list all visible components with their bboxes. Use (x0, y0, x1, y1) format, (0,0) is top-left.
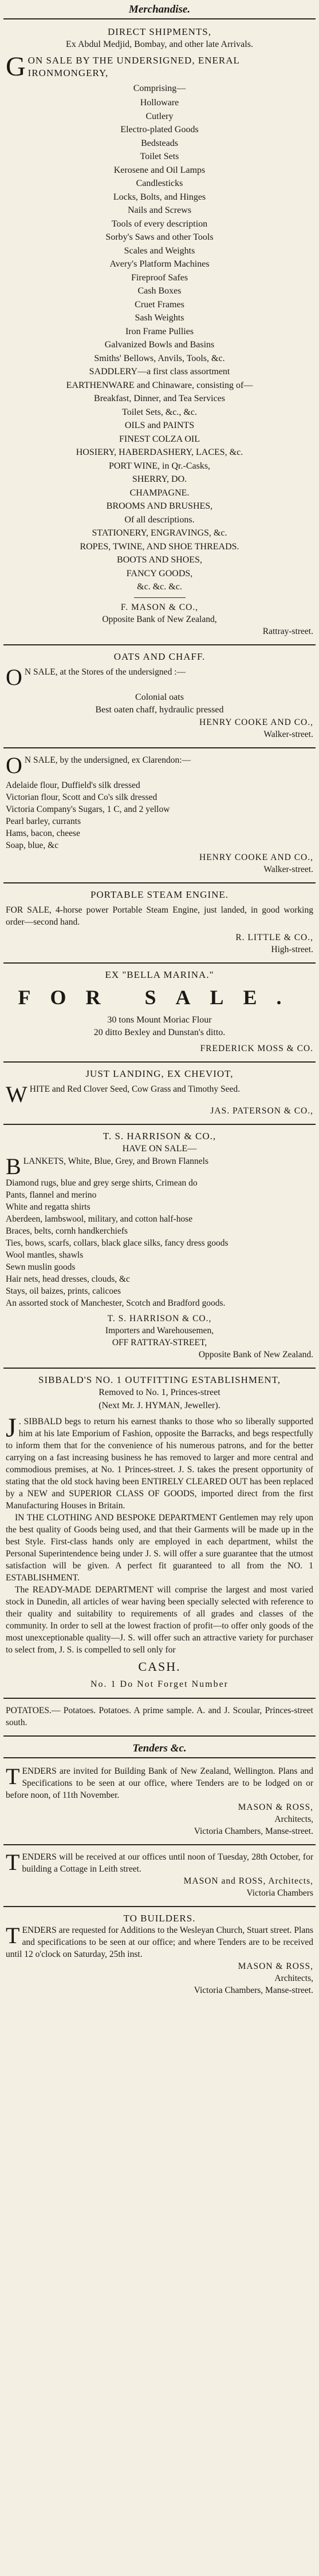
ad-sibbald-outfitting (3, 1369, 316, 1699)
ad-title: TO BUILDERS. (123, 1912, 196, 1924)
goods-list (6, 1177, 313, 1309)
ad-signature (6, 851, 313, 875)
ad-footer: No. 1 Do Not Forget Number (90, 1679, 229, 1689)
ad-oats-chaff (3, 645, 316, 748)
list-item: Scales and Weights (124, 245, 195, 256)
ad-body (6, 1851, 313, 1875)
list-item: Toilet Sets (140, 152, 179, 161)
section-heading-tenders: Tenders &c. (3, 1739, 316, 1758)
signature-role: Importers and Warehousemen, (105, 1325, 214, 1335)
comprising-label: Comprising— (133, 84, 186, 93)
ad-big-text: FOR SALE. (18, 985, 301, 1009)
signature-street: OFF RATTRAY-STREET, (112, 1337, 207, 1348)
signature-street: Walker-street. (263, 864, 313, 874)
ad-body (6, 666, 313, 688)
list-item: Nails and Screws (127, 205, 192, 215)
signature-name: HENRY COOKE AND CO., (199, 717, 313, 727)
list-item: Colonial oats (135, 692, 184, 702)
list-item: Wool mantles, shawls (6, 1250, 84, 1260)
list-item: Bedsteads (141, 138, 178, 148)
list-item: Toilet Sets, &c., &c. (122, 407, 197, 417)
goods-list (6, 779, 313, 851)
list-item: Holloware (140, 98, 179, 108)
list-item: FINEST COLZA OIL (119, 434, 200, 444)
list-item: Cash Boxes (137, 286, 182, 296)
ad-text: FOR SALE, 4-horse power Portable Steam Engine, just landed, in good working order—second hand. (6, 905, 313, 927)
ad-title: T. S. HARRISON & CO., (103, 1130, 216, 1142)
ad-subtitle: HAVE ON SALE— (122, 1143, 197, 1154)
list-item: ROPES, TWINE, AND SHOE THREADS. (80, 541, 239, 552)
signature-name: T. S. HARRISON & CO., (107, 1313, 212, 1323)
list-item: CHAMPAGNE. (129, 488, 190, 498)
ad-text: POTATOES.— Potatoes. Potatoes. A prime sample. A. and J. Scoular, Princes-street south. (6, 1705, 313, 1727)
list-item: Aberdeen, lambswool, military, and cotton half-hose (6, 1214, 193, 1224)
ad-body (6, 1155, 313, 1177)
signature-name: R. LITTLE & CO., (235, 932, 313, 942)
list-item: Victoria Company's Sugars, 1 C, and 2 yellow (6, 804, 170, 814)
ad-text: N SALE, at the Stores of the undersigned :— (24, 667, 186, 677)
signature-address: Opposite Bank of New Zealand. (198, 1349, 313, 1360)
goods-list (6, 691, 313, 716)
list-item: Hair nets, head dresses, clouds, &c (6, 1274, 130, 1284)
ad-title: JUST LANDING, EX CHEVIOT, (85, 1068, 234, 1079)
ad-title: OATS AND CHAFF. (113, 651, 206, 662)
ad-text: N SALE, by the undersigned, ex Clarendon:— (24, 755, 191, 765)
list-item: &c. &c. &c. (137, 582, 182, 592)
ad-removed: Removed to No. 1, Princes-street (99, 1387, 220, 1397)
ad-steam-engine (3, 883, 316, 964)
signature-name: HENRY COOKE AND CO., (199, 852, 313, 862)
list-item: FANCY GOODS, (126, 568, 193, 578)
list-item: Sash Weights (135, 313, 184, 323)
ad-text: ENDERS are invited for Building Bank of New Zealand, Wellington. Plans and Specifications to be seen at our office, where Tenders are to be lodged on or before noon, of 11th November. (6, 1766, 313, 1800)
signature-street: Rattray-street. (262, 626, 313, 636)
ad-tender-bank (3, 1759, 316, 1845)
list-item: PORT WINE, in Qr.-Casks, (108, 461, 211, 471)
signature-role: Architects, (274, 1814, 313, 1824)
ad-tender-builders (3, 1907, 316, 2003)
list-item: Ties, bows, scarfs, collars, black glace silks, fancy dress goods (6, 1238, 229, 1248)
list-item: Stays, oil baizes, prints, calicoes (6, 1286, 121, 1296)
ad-body (6, 1924, 313, 1960)
list-item: Breakfast, Dinner, and Tea Services (94, 394, 225, 403)
drop-cap: J (6, 1415, 17, 1443)
ad-title: EX "BELLA MARINA." (105, 969, 214, 980)
ad-signature (6, 1313, 313, 1361)
signature-name: FREDERICK MOSS & CO. (200, 1043, 313, 1053)
list-item: SHERRY, DO. (132, 474, 187, 484)
goods-list (6, 1014, 313, 1039)
drop-cap: O (6, 665, 22, 688)
ad-signature (6, 716, 313, 740)
ad-potatoes (3, 1699, 316, 1737)
ad-body (6, 1765, 313, 1801)
list-item: Cutlery (145, 111, 174, 121)
signature-street: Walker-street. (263, 729, 313, 739)
list-item: SADDLERY—a first class assortment (89, 367, 230, 377)
drop-cap: T (6, 1765, 20, 1789)
drop-cap: G (6, 54, 26, 80)
list-item: Avery's Platform Machines (109, 259, 210, 269)
signature-street: High-street. (271, 944, 313, 954)
signature-address: Victoria Chambers, Manse-street. (194, 1985, 313, 1995)
list-item: Candlesticks (136, 179, 183, 188)
ad-cash: CASH. (138, 1659, 181, 1674)
signature-role: Architects, (274, 1973, 313, 1983)
list-item: Of all descriptions. (124, 514, 195, 525)
list-item: Sorby's Saws and other Tools (105, 232, 214, 242)
list-item: EARTHENWARE and Chinaware, consisting of— (66, 380, 253, 390)
list-item: Cruet Frames (135, 299, 184, 310)
list-item: Pants, flannel and merino (6, 1190, 97, 1200)
list-item: BROOMS AND BRUSHES, (106, 501, 213, 511)
list-item: Locks, Bolts, and Hinges (113, 192, 206, 202)
ad-next: (Next Mr. J. HYMAN, Jeweller). (99, 1400, 220, 1410)
ad-signature (6, 932, 313, 956)
list-item: HOSIERY, HABERDASHERY, LACES, &c. (76, 447, 243, 457)
ad-body (6, 1083, 313, 1105)
list-item: Adelaide flour, Duffield's silk dressed (6, 780, 140, 790)
list-item: White and regatta shirts (6, 1202, 90, 1212)
ad-text: ENDERS are requested for Additions to the Wesleyan Church, Stuart street. Plans and specifications to be seen at our office; and where Tenders are to be received until 12 o'clock on Saturday, 25th inst. (6, 1925, 313, 1959)
ad-intro (6, 54, 313, 80)
list-item: Best oaten chaff, hydraulic pressed (95, 704, 224, 715)
drop-cap: B (6, 1155, 21, 1177)
divider (134, 597, 186, 598)
ad-signature (6, 601, 313, 637)
ad-text: HITE and Red Clover Seed, Cow Grass and Timothy Seed. (29, 1084, 240, 1094)
ad-body (6, 1416, 313, 1512)
goods-list (6, 96, 313, 594)
list-item: Iron Frame Pullies (125, 326, 194, 336)
list-item: STATIONERY, ENGRAVINGS, &c. (92, 528, 227, 538)
signature-address: Victoria Chambers, Manse-street. (194, 1826, 313, 1836)
ad-signature (6, 1801, 313, 1837)
list-item: BOOTS AND SHOES, (117, 555, 202, 565)
signature-name: F. MASON & CO., (120, 602, 199, 612)
list-item: Soap, blue, &c (6, 840, 59, 850)
ad-title: PORTABLE STEAM ENGINE. (90, 889, 229, 900)
ad-harrison (3, 1125, 316, 1369)
list-item: OILS and PAINTS (124, 421, 195, 430)
list-item: Victorian flour, Scott and Co's silk dressed (6, 792, 157, 802)
drop-cap: O (6, 754, 22, 776)
signature-address: Victoria Chambers (246, 1888, 313, 1898)
signature-name: MASON & ROSS, (238, 1802, 313, 1812)
ad-signature (6, 1043, 313, 1055)
list-item: 30 tons Mount Moriac Flour (107, 1014, 212, 1025)
ad-headline: DIRECT SHIPMENTS, (107, 26, 212, 37)
list-item: Sewn muslin goods (6, 1262, 76, 1272)
drop-cap: T (6, 1850, 20, 1875)
signature-address: Opposite Bank of New Zealand, (102, 614, 217, 624)
ad-paragraph: . SIBBALD begs to return his earnest thanks to those who so liberally supported him at his late Emporium of Fashion, opposite the Barracks, and begs respectfully to inform them that for the convenience of his numerous patrons, and for the better carrying on a fast increasing business he has removed to larger and more central and commodious premises, at No. 1 Princes-street. J. S. takes the present opportunity of stating that the old stock having been ENTIRELY CLEARED OUT has been replaced by a NEW and SUPERIOR CLASS OF GOODS, imported direct from the first Manufacturing Houses in Britain. (6, 1416, 313, 1511)
ad-body (6, 754, 313, 776)
list-item: An assorted stock of Manchester, Scotch and Bradford goods. (6, 1298, 226, 1308)
ad-signature (6, 1960, 313, 1996)
ad-signature (6, 1105, 313, 1117)
list-item: Fireproof Safes (131, 272, 188, 283)
ad-paragraph: IN THE CLOTHING AND BESPOKE DEPARTMENT Gentlemen may rely upon the best quality of Goods being used, and that their Garments will be made up in the best Style. First-class hands only are employed in each department, whilst the Personal Superintendence being under J. S. will offer a sure guarantee that the utmost satisfaction will be given. A perfect fit guaranteed to all from the NO. 1 ESTABLISHMENT. (6, 1512, 313, 1583)
signature-name: JAS. PATERSON & CO., (210, 1105, 313, 1116)
list-item: Kerosene and Oil Lamps (113, 165, 206, 175)
list-item: Diamond rugs, blue and grey serge shirts, Crimean do (6, 1178, 198, 1188)
section-heading-merchandise: Merchandise. (3, 0, 316, 19)
ad-paragraph: The READY-MADE DEPARTMENT will comprise the largest and most varied stock in Dunedin, all articles of wear having been specially selected with reference to their quality and suitability to requirements of all grades and classes of the community. In order to sell at the lowest fraction of profit—to offer only goods of the most unexceptionable quality—J. S. will offer such an attractive variety for purchaser to select from, J. S. is compelled to sell only for (6, 1584, 313, 1655)
signature-name: MASON & ROSS, (238, 1961, 313, 1971)
ad-text: LANKETS, White, Blue, Grey, and Brown Flannels (23, 1156, 208, 1166)
list-item: 20 ditto Bexley and Dunstan's ditto. (93, 1027, 226, 1037)
ad-bella-marina (3, 964, 316, 1063)
signature-name: MASON and ROSS, Architects, (183, 1876, 313, 1886)
list-item: Tools of every description (111, 219, 208, 229)
ad-title: SIBBALD'S NO. 1 OUTFITTING ESTABLISHMENT, (38, 1374, 281, 1385)
ad-cheviot-seed (3, 1063, 316, 1125)
ad-text: ENDERS will be received at our offices until noon of Tuesday, 28th October, for building a Cottage in Leith street. (22, 1852, 313, 1874)
ad-signature (6, 1875, 313, 1899)
ad-mason-ironmongery (3, 21, 316, 645)
drop-cap: T (6, 1924, 20, 1948)
drop-cap: W (6, 1083, 27, 1105)
ad-tender-cottage (3, 1845, 316, 1907)
ad-shipments: Ex Abdul Medjid, Bombay, and other late Arrivals. (66, 39, 253, 49)
list-item: Smiths' Bellows, Anvils, Tools, &c. (94, 353, 225, 363)
ad-clarendon (3, 748, 316, 883)
ad-intro-text: ON SALE BY THE UNDERSIGNED, ENERAL IRONMONGERY, (27, 55, 240, 78)
list-item: Galvanized Bowls and Basins (104, 340, 215, 350)
list-item: Hams, bacon, cheese (6, 828, 80, 838)
list-item: Pearl barley, currants (6, 816, 81, 826)
list-item: Electro-plated Goods (120, 125, 199, 134)
list-item: Braces, belts, cornh handkerchiefs (6, 1226, 128, 1236)
